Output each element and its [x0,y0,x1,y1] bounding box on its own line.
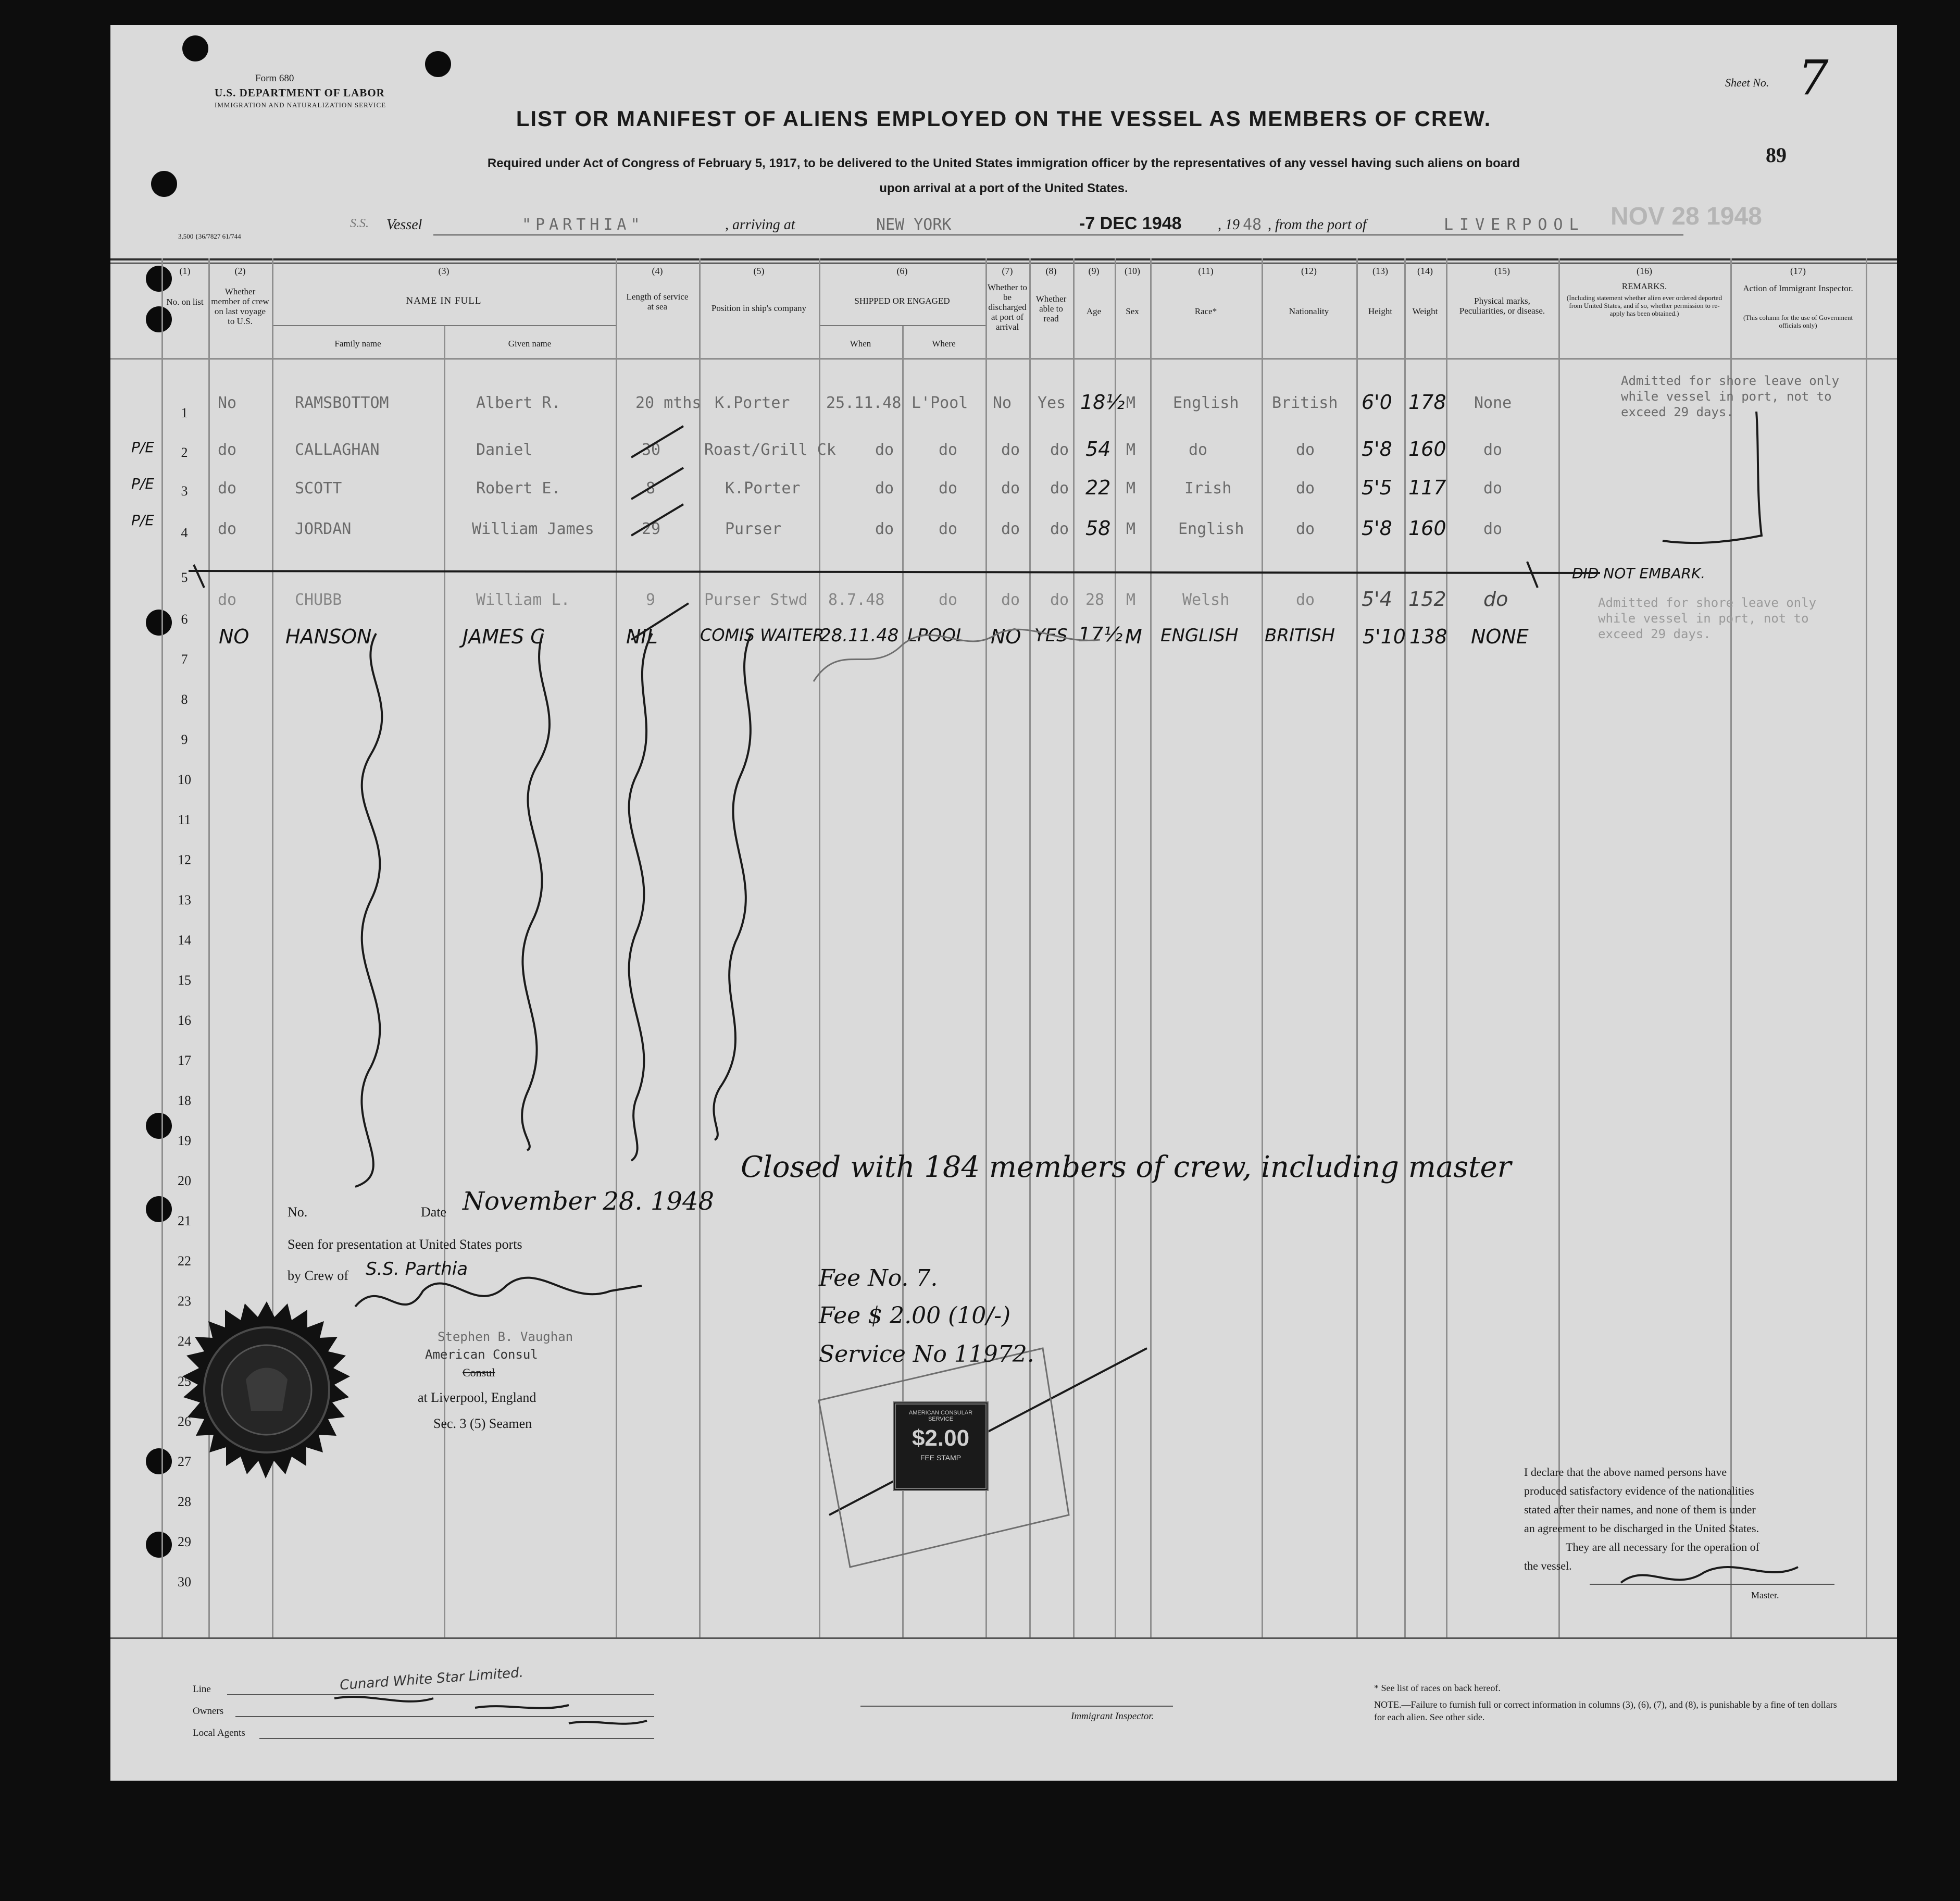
column-number: (1) [179,266,191,276]
service-slash [631,426,689,640]
cell-nationality: BRITISH [1265,625,1335,646]
cell-nationality: British [1272,394,1338,412]
cell-discharged: do [1001,479,1020,498]
cell-given: Robert E. [476,479,561,498]
declaration-text [1524,1463,1759,1575]
cell-where: do [939,479,958,498]
header-sex: Sex [1126,306,1139,316]
cell-service: 29 [642,520,661,538]
line-value: Cunard White Star Limited. [339,1664,524,1694]
cell-height: 5'10 [1363,625,1406,648]
margin-mark: P/E [131,512,155,529]
header-length-of-service: Length of service at sea [626,292,689,312]
header-able-to-read: Whether able to read [1035,294,1067,324]
print-code: 3,500 {36/7827 61/744 [178,232,241,240]
cell-marks: do [1483,588,1508,611]
cell-when: 25.11.48 [826,394,902,412]
header-nationality: Nationality [1289,306,1329,316]
cell-discharged: No [993,394,1012,412]
header-race: Race* [1194,306,1217,316]
header-name-in-full: NAME IN FULL [406,295,482,306]
row-number: 5 [181,570,188,585]
date-value: November 28. 1948 [463,1187,715,1216]
service-number: Service No 11972. [819,1341,1034,1368]
cell-position: Roast/Grill Ck [704,441,836,459]
cell-age: 58 [1085,517,1111,540]
cell-prev: NO [219,625,249,648]
header-shipped-engaged: SHIPPED OR ENGAGED [854,296,950,306]
cell-service: 30 [642,441,661,459]
column-number: (12) [1301,266,1317,276]
cell-race: English [1178,520,1244,538]
column-number: (10) [1125,266,1140,276]
cell-when: do [875,479,894,498]
header-position: Position in ship's company [711,303,807,313]
fee-stamp-value: $2.00 [912,1425,970,1451]
cell-when: 8.7.48 [828,591,885,609]
cell-nationality: do [1296,479,1315,498]
cell-height: 5'5 [1362,476,1392,499]
strike-through-row-5 [189,570,1600,574]
row-number: 7 [181,652,188,667]
header-previous-voyage: Whether member of crew on last voyage to U.S. [211,287,269,326]
declaration-line: an agreement to be discharged in the United States. [1524,1522,1759,1535]
cell-prev: No [218,394,237,412]
cell-age: 17½ [1078,623,1123,646]
cell-family: HANSON [285,625,372,648]
row-5-marker [194,562,1538,588]
cell-where: LPOOL [907,625,966,646]
sheet-label: Sheet No. [1725,76,1769,89]
agents-rule [259,1738,654,1739]
cell-marks: NONE [1471,625,1529,648]
row-number: 12 [178,852,191,867]
remark-row-6: Admitted for shore leave only while vessel in port, not to exceed 29 days. [1598,595,1817,641]
cell-race: English [1173,394,1239,412]
cell-prev: do [218,591,237,609]
header-family-name: Family name [334,339,381,349]
cell-position: K.Porter [725,479,801,498]
column-number: (16) [1637,266,1652,276]
cell-family: JORDAN [295,520,352,538]
row-number: 29 [178,1534,191,1549]
section-label: Sec. 3 (5) Seamen [433,1416,532,1431]
row-number: 1 [181,405,188,420]
cell-position: Purser Stwd [704,591,808,609]
remark-row-1: Admitted for shore leave only while vessel in port, not to exceed 29 days. [1621,374,1840,419]
cell-when: do [875,441,894,459]
cell-age: 22 [1085,476,1111,499]
margin-mark: P/E [131,475,155,492]
line-label: Line [193,1684,211,1695]
place-label: at Liverpool, England [418,1390,536,1405]
column-number: (2) [234,266,246,276]
cell-age: 28 [1085,591,1105,609]
cell-given: Daniel [476,441,533,459]
ditto-wave-family [355,633,382,1187]
header-inspector-action: Action of Immigrant Inspector. [1743,283,1853,293]
cell-sex: M [1126,591,1136,609]
cell-position: Purser [725,520,782,538]
cell-given: William James [472,520,594,538]
form-number: Form 680 [255,73,294,84]
cell-where: do [939,520,958,538]
cell-marks: do [1483,520,1503,538]
seen-line: Seen for presentation at United States ports [288,1237,522,1252]
column-number: (7) [1002,266,1013,276]
fee-stamp [893,1401,989,1491]
cell-discharged: do [1001,591,1020,609]
row-number: 6 [181,612,188,627]
department-name: U.S. DEPARTMENT OF LABOR [215,86,385,99]
cell-age: 18½ [1080,391,1125,414]
closing-note: Closed with 184 members of crew, including master [741,1150,1512,1184]
row-number: 25 [178,1374,191,1389]
year-label: , 19 [1218,217,1240,233]
cell-where: do [939,441,958,459]
row-number: 24 [178,1334,191,1349]
cell-when: do [875,520,894,538]
cell-service: 8 [646,479,656,498]
fee-amount: Fee $ 2.00 (10/-) [819,1302,1011,1329]
row-number: 21 [178,1213,191,1228]
row-number: 11 [178,812,191,827]
row-number: 30 [178,1574,191,1589]
row-number: 13 [178,892,191,908]
fee-number: Fee No. 7. [819,1265,938,1291]
header-weight: Weight [1412,306,1438,316]
column-number: (3) [438,266,450,276]
cell-service: 9 [646,591,656,609]
cell-sex: M [1126,520,1136,538]
cell-service: 20 mths [635,394,702,412]
ditto-wave-service [629,633,652,1161]
cell-read: do [1050,520,1069,538]
consul-name: Stephen B. Vaughan [438,1330,573,1344]
consular-seal [163,1296,371,1505]
vessel-label: Vessel [386,217,422,233]
cell-nationality: do [1296,520,1315,538]
from-label: , from the port of [1268,217,1367,233]
column-number: (9) [1088,266,1100,276]
cell-nationality: do [1296,441,1315,459]
inspector-rule [860,1706,1173,1707]
cell-prev: do [218,479,237,498]
cell-race: do [1189,441,1208,459]
master-label: Master. [1751,1590,1779,1600]
row-number: 4 [181,525,188,540]
owners-label: Owners [193,1706,224,1717]
header-remarks: REMARKS. [1621,281,1667,291]
cell-discharged: NO [991,625,1021,648]
cell-read: do [1050,591,1069,609]
manifest-sheet [110,25,1897,1781]
row-number: 14 [178,933,191,948]
cell-weight: 152 [1408,588,1446,611]
remarks-bracket [1663,412,1762,543]
arriving-port: NEW YORK [876,216,952,234]
column-number: (8) [1045,266,1057,276]
local-agents-label: Local Agents [193,1728,245,1738]
row-number: 16 [178,1013,191,1028]
row-number: 18 [178,1093,191,1108]
row-number: 27 [178,1454,191,1469]
row-number: 20 [178,1173,191,1188]
cell-read: Yes [1038,394,1066,412]
cell-when: 28.11.48 [820,625,899,646]
date-stamp: NOV 28 1948 [1611,203,1762,230]
cell-marks: None [1474,394,1512,412]
penalty-note: NOTE.—Failure to furnish full or correct information in columns (3), (6), (7), and (8), is punishable by a fine of ten dollars for each alien. See other side. [1374,1699,1837,1722]
cell-height: 6'0 [1362,391,1392,414]
from-port: LIVERPOOL [1444,216,1585,234]
cell-where: do [939,591,958,609]
cell-weight: 160 [1408,438,1446,461]
declaration-line: I declare that the above named persons have [1524,1465,1727,1478]
subtitle-line-2: upon arrival at a port of the United States. [879,181,1128,195]
vessel-name: "PARTHIA" [522,216,644,234]
date-label: Date [421,1204,447,1220]
year-value: 48 [1243,216,1262,234]
declaration-line: the vessel. [1524,1559,1572,1572]
cell-sex: M [1126,441,1136,459]
cell-position: COMIS WAITER [700,625,825,645]
consul-struck: Consul [463,1366,495,1379]
ship-name: S.S. Parthia [366,1259,468,1279]
subtitle-line-1: Required under Act of Congress of February 5, 1917, to be delivered to the United States immigration officer by the representatives of any vessel having such aliens on board [487,156,1520,170]
cell-marks: do [1483,441,1503,459]
cell-sex: M [1126,394,1136,412]
ditto-wave-given [522,633,550,1150]
row-number: 19 [178,1133,191,1148]
cell-weight: 178 [1408,391,1446,414]
page-title: LIST OR MANIFEST OF ALIENS EMPLOYED ON THE VESSEL AS MEMBERS OF CREW. [516,106,1492,131]
row-number: 2 [181,445,188,460]
header-given-name: Given name [508,339,552,349]
cell-age: 54 [1085,438,1111,461]
row-number: 10 [178,772,191,787]
races-note: * See list of races on back hereof. [1374,1683,1501,1693]
cell-prev: do [218,441,237,459]
row-number: 3 [181,483,188,499]
cell-read: do [1050,479,1069,498]
master-signature-rule [1590,1584,1834,1585]
cell-discharged: do [1001,520,1020,538]
arriving-label: , arriving at [725,217,795,233]
consul-title: American Consul [425,1347,538,1362]
cell-height: 5'4 [1362,588,1392,611]
cell-prev: do [218,520,237,538]
fee-stamp-bottom: FEE STAMP [920,1453,962,1462]
column-number: (11) [1198,266,1214,276]
column-number: (5) [753,266,765,276]
cell-nationality: do [1296,591,1315,609]
cell-read: do [1050,441,1069,459]
declaration-line: produced satisfactory evidence of the nationalities [1524,1484,1754,1497]
declaration-line: stated after their names, and none of them is under [1524,1503,1756,1516]
column-number: (14) [1417,266,1433,276]
row-number: 8 [181,692,188,707]
cell-race: ENGLISH [1160,625,1239,646]
header-remarks-note: (Including statement whether alien ever ordered deported from United States, and if so, whether permission to re-apply has been obtained.) [1566,294,1722,317]
remark-did-not-embark: DID NOT EMBARK. [1572,565,1706,582]
cell-family: CALLAGHAN [295,441,380,459]
column-number: (17) [1790,266,1806,276]
row-number: 15 [178,973,191,988]
arrival-stamp: -7 DEC 1948 [1079,214,1182,233]
column-number: (13) [1372,266,1388,276]
inspector-label: Immigrant Inspector. [1071,1711,1154,1722]
line-rule [227,1694,654,1695]
header-when: When [850,339,871,349]
row-number: 28 [178,1494,191,1509]
inspector-signature [814,629,1100,681]
header-age: Age [1086,306,1102,316]
row-number: 23 [178,1294,191,1309]
by-crew-label: by Crew of [288,1268,348,1283]
cell-marks: do [1483,479,1503,498]
cell-family: SCOTT [295,479,342,498]
header-no-on-list: No. on list [166,297,204,307]
cell-given: JAMES C [463,625,544,648]
consul-signature [355,1278,642,1307]
column-number: (6) [896,266,908,276]
cell-position: K.Porter [715,394,790,412]
column-number: (4) [652,266,663,276]
cell-weight: 117 [1408,476,1446,499]
cell-race: Welsh [1182,591,1230,609]
header-inspector-note: (This column for the use of Government officials only) [1743,314,1853,329]
cell-family: CHUBB [295,591,342,609]
row-number: 9 [181,732,188,747]
cell-weight: 138 [1409,625,1447,648]
header-physical-marks: Physical marks, Peculiarities, or disease. [1459,296,1545,316]
sheet-value: 7 [1798,50,1829,106]
cell-race: Irish [1184,479,1232,498]
column-number: (15) [1494,266,1510,276]
declaration-line: They are all necessary for the operation of [1566,1540,1759,1554]
cell-service: NIL [626,625,658,648]
header-height: Height [1368,306,1393,316]
cell-family: RAMSBOTTOM [295,394,389,412]
line-signature [334,1697,647,1724]
service-name: IMMIGRATION AND NATURALIZATION SERVICE [215,101,386,109]
vessel-prefix: S.S. [350,217,369,230]
cell-sex: M [1125,625,1142,648]
row-number: 17 [178,1053,191,1068]
row-number: 26 [178,1414,191,1429]
page-number: 89 [1766,143,1787,167]
margin-mark: P/E [131,439,155,456]
cell-given: William L. [476,591,570,609]
cell-height: 5'8 [1362,517,1392,540]
cell-given: Albert R. [476,394,561,412]
cell-read: YES [1034,625,1068,646]
cell-where: L'Pool [912,394,968,412]
header-discharged: Whether to be discharged at port of arrival [988,282,1027,332]
row-number: 22 [178,1253,191,1269]
header-where: Where [932,339,956,349]
cell-discharged: do [1001,441,1020,459]
cell-weight: 160 [1408,517,1446,540]
cell-sex: M [1126,479,1136,498]
ditto-wave-position [714,633,751,1140]
owners-rule [235,1716,654,1717]
no-label: No. [288,1204,308,1220]
cell-height: 5'8 [1362,438,1392,461]
fee-stamp-top: AMERICAN CONSULAR SERVICE [908,1410,973,1422]
